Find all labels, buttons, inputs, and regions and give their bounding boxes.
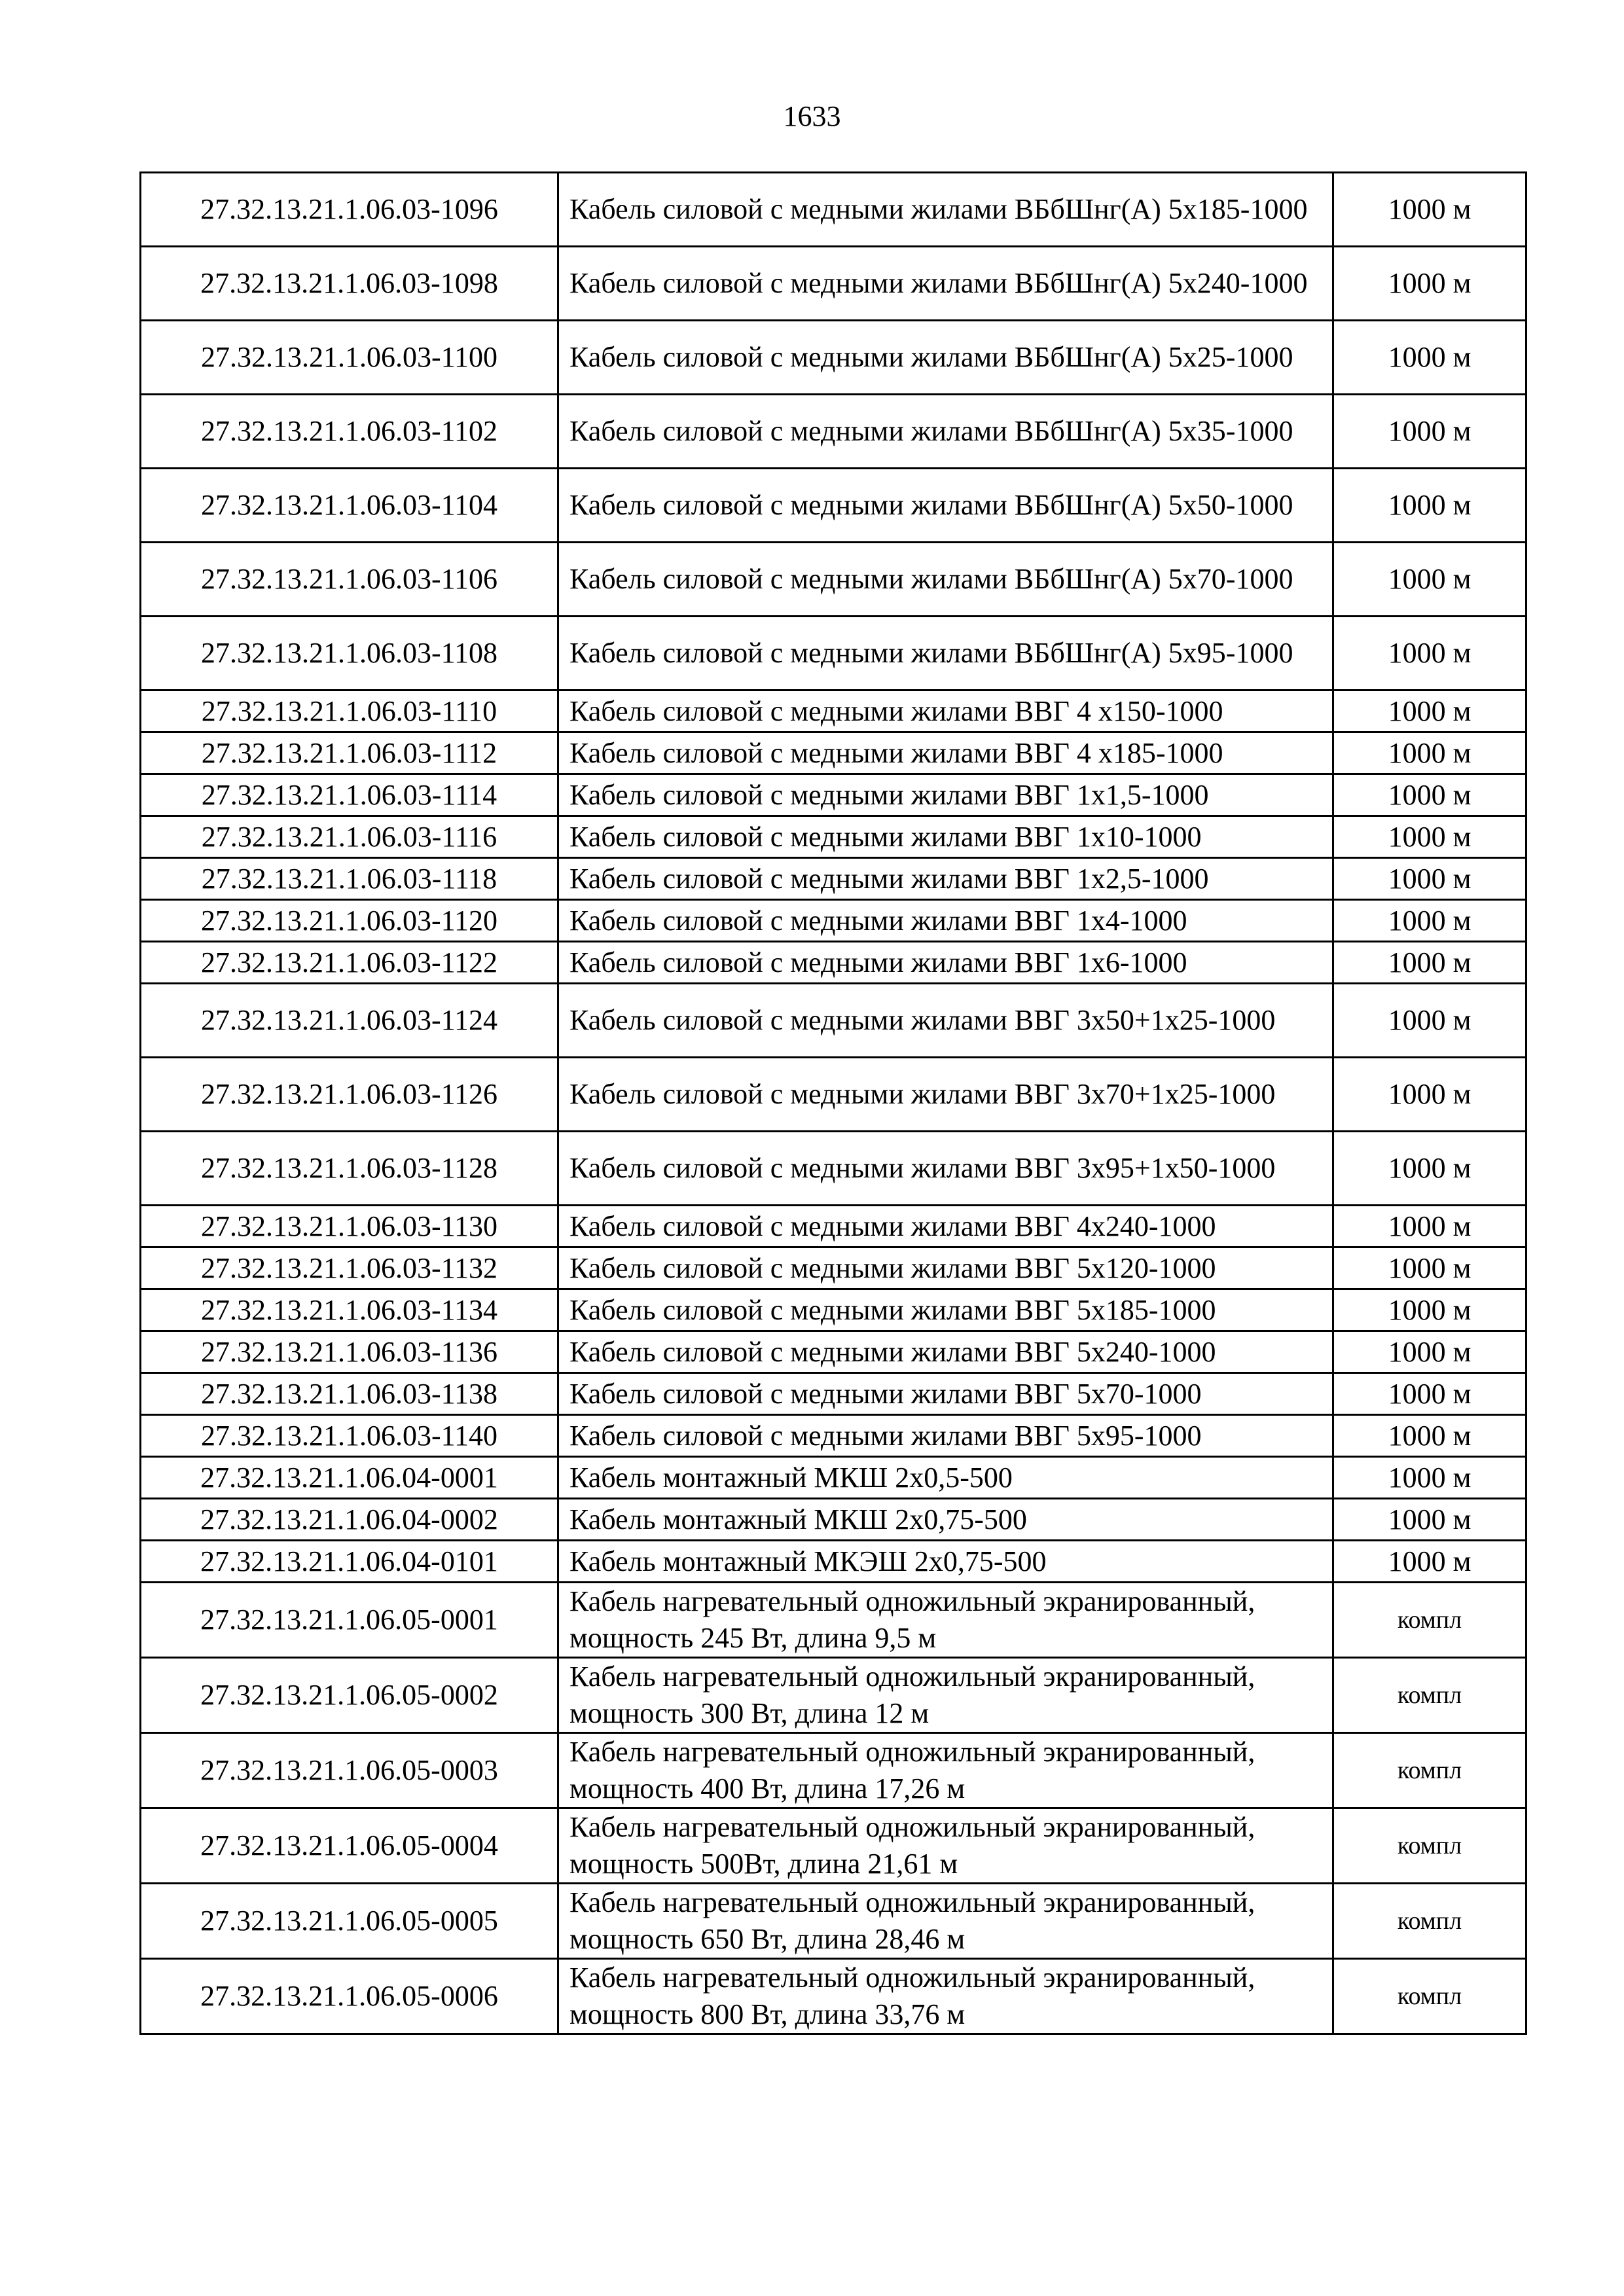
table-row (141, 1132, 1526, 1206)
unit-cell: компл (1333, 1583, 1526, 1658)
resource-code-cell: 27.32.13.21.1.06.03-1102 (141, 395, 558, 469)
resource-name-cell: Кабель силовой с медными жилами ВВГ 3х70+1х25-1000 (558, 1058, 1333, 1132)
resource-code-cell: 27.32.13.21.1.06.03-1126 (141, 1058, 558, 1132)
resource-name-cell: Кабель нагревательный одножильный экранированный, мощность 500Вт, длина 21,61 м (558, 1808, 1333, 1884)
resource-name-cell: Кабель силовой с медными жилами ВБбШнг(А) 5х70-1000 (558, 543, 1333, 617)
table-row (141, 1541, 1526, 1583)
resource-name-cell: Кабель силовой с медными жилами ВВГ 5х120-1000 (558, 1247, 1333, 1289)
unit-cell: 1000 м (1333, 1132, 1526, 1206)
resource-name-cell: Кабель силовой с медными жилами ВВГ 5х70-1000 (558, 1373, 1333, 1415)
table-row (141, 1658, 1526, 1733)
resource-code-cell: 27.32.13.21.1.06.05-0006 (141, 1959, 558, 2034)
unit-cell: 1000 м (1333, 1206, 1526, 1247)
table-row (141, 1499, 1526, 1541)
unit-cell: 1000 м (1333, 395, 1526, 469)
resource-name-cell: Кабель силовой с медными жилами ВБбШнг(А) 5х95-1000 (558, 617, 1333, 691)
unit-cell: компл (1333, 1808, 1526, 1884)
resource-name-cell: Кабель силовой с медными жилами ВВГ 4 х150-1000 (558, 691, 1333, 732)
resource-code-cell: 27.32.13.21.1.06.05-0002 (141, 1658, 558, 1733)
resource-code-cell: 27.32.13.21.1.06.04-0002 (141, 1499, 558, 1541)
resource-name-cell: Кабель силовой с медными жилами ВВГ 5х240-1000 (558, 1331, 1333, 1373)
table-row (141, 173, 1526, 247)
unit-cell: 1000 м (1333, 1541, 1526, 1583)
unit-cell: 1000 м (1333, 1499, 1526, 1541)
resource-code-cell: 27.32.13.21.1.06.03-1136 (141, 1331, 558, 1373)
unit-cell: 1000 м (1333, 816, 1526, 858)
unit-cell: 1000 м (1333, 984, 1526, 1058)
table-row (141, 1959, 1526, 2034)
table-row (141, 774, 1526, 816)
table-row (141, 816, 1526, 858)
table-row (141, 617, 1526, 691)
unit-cell: 1000 м (1333, 617, 1526, 691)
resource-code-cell: 27.32.13.21.1.06.05-0004 (141, 1808, 558, 1884)
resource-code-cell: 27.32.13.21.1.06.03-1130 (141, 1206, 558, 1247)
table-row (141, 1583, 1526, 1658)
resource-name-cell: Кабель силовой с медными жилами ВВГ 4 х185-1000 (558, 732, 1333, 774)
resource-name-cell: Кабель нагревательный одножильный экранированный, мощность 245 Вт, длина 9,5 м (558, 1583, 1333, 1658)
resource-name-cell: Кабель монтажный МКШ 2х0,75-500 (558, 1499, 1333, 1541)
resource-code-cell: 27.32.13.21.1.06.04-0101 (141, 1541, 558, 1583)
resource-name-cell: Кабель нагревательный одножильный экранированный, мощность 300 Вт, длина 12 м (558, 1658, 1333, 1733)
unit-cell: 1000 м (1333, 1058, 1526, 1132)
resource-code-cell: 27.32.13.21.1.06.05-0005 (141, 1884, 558, 1959)
resource-name-cell: Кабель силовой с медными жилами ВБбШнг(А) 5х50-1000 (558, 469, 1333, 543)
resource-name-cell: Кабель нагревательный одножильный экранированный, мощность 800 Вт, длина 33,76 м (558, 1959, 1333, 2034)
table-row (141, 1808, 1526, 1884)
resource-code-cell: 27.32.13.21.1.06.03-1134 (141, 1289, 558, 1331)
resource-code-cell: 27.32.13.21.1.06.03-1138 (141, 1373, 558, 1415)
resource-name-cell: Кабель силовой с медными жилами ВВГ 1х1,5-1000 (558, 774, 1333, 816)
resource-name-cell: Кабель силовой с медными жилами ВВГ 4х240-1000 (558, 1206, 1333, 1247)
unit-cell: 1000 м (1333, 1373, 1526, 1415)
table-row (141, 984, 1526, 1058)
unit-cell: 1000 м (1333, 942, 1526, 984)
unit-cell: 1000 м (1333, 247, 1526, 321)
resource-name-cell: Кабель силовой с медными жилами ВВГ 1х10-1000 (558, 816, 1333, 858)
resource-code-cell: 27.32.13.21.1.06.03-1098 (141, 247, 558, 321)
resource-code-cell: 27.32.13.21.1.06.03-1118 (141, 858, 558, 900)
unit-cell: 1000 м (1333, 691, 1526, 732)
resource-name-cell: Кабель монтажный МКШ 2х0,5-500 (558, 1457, 1333, 1499)
table-row (141, 1415, 1526, 1457)
table-row (141, 691, 1526, 732)
table-row (141, 900, 1526, 942)
table-row (141, 469, 1526, 543)
resource-name-cell: Кабель силовой с медными жилами ВВГ 3х50+1х25-1000 (558, 984, 1333, 1058)
resource-code-cell: 27.32.13.21.1.06.03-1124 (141, 984, 558, 1058)
unit-cell: компл (1333, 1658, 1526, 1733)
table-row (141, 395, 1526, 469)
unit-cell: 1000 м (1333, 900, 1526, 942)
resource-name-cell: Кабель силовой с медными жилами ВБбШнг(А) 5х35-1000 (558, 395, 1333, 469)
resource-code-cell: 27.32.13.21.1.06.03-1110 (141, 691, 558, 732)
resource-name-cell: Кабель силовой с медными жилами ВВГ 5х95-1000 (558, 1415, 1333, 1457)
table-row (141, 1289, 1526, 1331)
resource-code-cell: 27.32.13.21.1.06.03-1116 (141, 816, 558, 858)
resource-code-cell: 27.32.13.21.1.06.03-1128 (141, 1132, 558, 1206)
resource-code-cell: 27.32.13.21.1.06.03-1104 (141, 469, 558, 543)
page-number: 1633 (783, 100, 841, 132)
resource-code-cell: 27.32.13.21.1.06.03-1112 (141, 732, 558, 774)
resource-code-cell: 27.32.13.21.1.06.03-1120 (141, 900, 558, 942)
resource-code-cell: 27.32.13.21.1.06.05-0003 (141, 1733, 558, 1808)
resource-code-cell: 27.32.13.21.1.06.04-0001 (141, 1457, 558, 1499)
table-row (141, 1331, 1526, 1373)
resource-code-cell: 27.32.13.21.1.06.03-1114 (141, 774, 558, 816)
resource-name-cell: Кабель силовой с медными жилами ВВГ 1х4-1000 (558, 900, 1333, 942)
table-row (141, 1247, 1526, 1289)
unit-cell: 1000 м (1333, 732, 1526, 774)
resource-code-cell: 27.32.13.21.1.06.03-1108 (141, 617, 558, 691)
resource-code-cell: 27.32.13.21.1.06.03-1096 (141, 173, 558, 247)
table-row (141, 1373, 1526, 1415)
unit-cell: 1000 м (1333, 858, 1526, 900)
table-row (141, 1884, 1526, 1959)
unit-cell: 1000 м (1333, 774, 1526, 816)
unit-cell: 1000 м (1333, 1415, 1526, 1457)
table-row (141, 732, 1526, 774)
table-row (141, 1206, 1526, 1247)
resource-name-cell: Кабель силовой с медными жилами ВБбШнг(А) 5х25-1000 (558, 321, 1333, 395)
unit-cell: 1000 м (1333, 1289, 1526, 1331)
resource-table (139, 171, 1527, 2035)
unit-cell: 1000 м (1333, 321, 1526, 395)
resource-code-cell: 27.32.13.21.1.06.03-1122 (141, 942, 558, 984)
unit-cell: 1000 м (1333, 173, 1526, 247)
resource-name-cell: Кабель нагревательный одножильный экранированный, мощность 400 Вт, длина 17,26 м (558, 1733, 1333, 1808)
resource-code-cell: 27.32.13.21.1.06.03-1132 (141, 1247, 558, 1289)
resource-name-cell: Кабель монтажный МКЭШ 2х0,75-500 (558, 1541, 1333, 1583)
unit-cell: 1000 м (1333, 1457, 1526, 1499)
unit-cell: 1000 м (1333, 469, 1526, 543)
table-body (141, 173, 1526, 2034)
table-row (141, 543, 1526, 617)
table-row (141, 1457, 1526, 1499)
table-row (141, 858, 1526, 900)
unit-cell: 1000 м (1333, 1247, 1526, 1289)
resource-name-cell: Кабель силовой с медными жилами ВВГ 5х185-1000 (558, 1289, 1333, 1331)
unit-cell: компл (1333, 1884, 1526, 1959)
resource-name-cell: Кабель силовой с медными жилами ВБбШнг(А) 5х240-1000 (558, 247, 1333, 321)
resource-name-cell: Кабель силовой с медными жилами ВБбШнг(А) 5х185-1000 (558, 173, 1333, 247)
resource-code-cell: 27.32.13.21.1.06.05-0001 (141, 1583, 558, 1658)
resource-name-cell: Кабель силовой с медными жилами ВВГ 1х6-1000 (558, 942, 1333, 984)
resource-code-cell: 27.32.13.21.1.06.03-1140 (141, 1415, 558, 1457)
table-row (141, 321, 1526, 395)
table-row (141, 247, 1526, 321)
table-row (141, 1733, 1526, 1808)
unit-cell: 1000 м (1333, 1331, 1526, 1373)
resource-name-cell: Кабель нагревательный одножильный экранированный, мощность 650 Вт, длина 28,46 м (558, 1884, 1333, 1959)
unit-cell: компл (1333, 1959, 1526, 2034)
unit-cell: 1000 м (1333, 543, 1526, 617)
resource-name-cell: Кабель силовой с медными жилами ВВГ 1х2,5-1000 (558, 858, 1333, 900)
table-row (141, 942, 1526, 984)
resource-name-cell: Кабель силовой с медными жилами ВВГ 3х95+1х50-1000 (558, 1132, 1333, 1206)
resource-code-cell: 27.32.13.21.1.06.03-1106 (141, 543, 558, 617)
table-row (141, 1058, 1526, 1132)
resource-code-cell: 27.32.13.21.1.06.03-1100 (141, 321, 558, 395)
unit-cell: компл (1333, 1733, 1526, 1808)
